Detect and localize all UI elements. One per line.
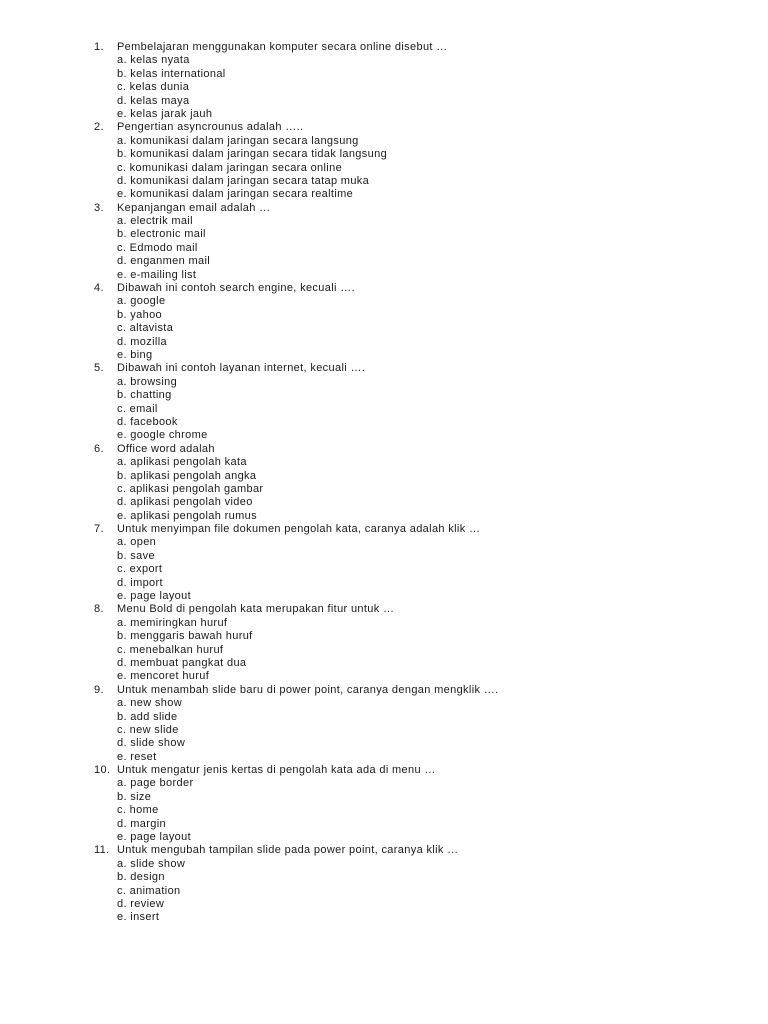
answer-option-text: c. home (117, 804, 159, 817)
answer-option (0, 885, 768, 898)
question-6 (0, 443, 768, 523)
answer-option-text: b. aplikasi pengolah angka (117, 469, 257, 482)
question-7 (0, 523, 768, 603)
answer-option (0, 95, 768, 108)
answer-option-text: c. komunikasi dalam jaringan secara online (117, 161, 343, 174)
answer-option (0, 295, 768, 308)
question-line (0, 282, 768, 295)
answer-option-text: e. aplikasi pengolah rumus (117, 509, 257, 522)
answer-option-text: b. electronic mail (117, 228, 206, 241)
answer-option (0, 148, 768, 161)
question-line (0, 41, 768, 54)
answer-option-text: d. aplikasi pengolah video (117, 496, 253, 509)
question-line (0, 443, 768, 456)
answer-option-text: c. email (117, 402, 158, 415)
question-line (0, 684, 768, 697)
answer-option (0, 791, 768, 804)
answer-option (0, 911, 768, 924)
answer-option (0, 255, 768, 268)
answer-option (0, 269, 768, 282)
answer-option-text: c. Edmodo mail (117, 241, 198, 254)
answer-option-text: a. electrik mail (117, 215, 193, 228)
question-text: Menu Bold di pengolah kata merupakan fitur untuk … (117, 603, 395, 616)
answer-option-text: b. komunikasi dalam jaringan secara tidak langsung (117, 148, 388, 161)
question-number: 4. (94, 282, 104, 295)
answer-option-text: c. aplikasi pengolah gambar (117, 482, 264, 495)
question-number: 8. (94, 603, 104, 616)
question-text: Office word adalah (117, 442, 215, 455)
answer-option (0, 188, 768, 201)
question-number: 2. (94, 121, 104, 134)
question-text: Pembelajaran menggunakan komputer secara online disebut … (117, 41, 448, 53)
answer-option (0, 831, 768, 844)
answer-option-text: e. mencoret huruf (117, 670, 210, 683)
answer-option (0, 697, 768, 710)
answer-option-text: e. reset (117, 750, 157, 763)
answer-option-text: b. design (117, 871, 165, 884)
question-text: Kepanjangan email adalah … (117, 201, 271, 214)
answer-option (0, 871, 768, 884)
question-text: Pengertian asyncrounus adalah ….. (117, 121, 304, 134)
answer-option-text: b. menggaris bawah huruf (117, 630, 253, 643)
answer-option (0, 751, 768, 764)
answer-option-text: e. page layout (117, 831, 192, 844)
question-2 (0, 121, 768, 201)
question-5 (0, 362, 768, 442)
answer-option-text: e. google chrome (117, 429, 208, 442)
answer-option (0, 242, 768, 255)
answer-option-text: a. new show (117, 697, 182, 710)
answer-option (0, 336, 768, 349)
question-line (0, 362, 768, 375)
answer-option-text: a. slide show (117, 857, 186, 870)
question-text: Untuk mengatur jenis kertas di pengolah kata ada di menu … (117, 764, 436, 777)
answer-option (0, 416, 768, 429)
answer-option-text: c. export (117, 563, 163, 576)
question-1 (0, 41, 768, 121)
answer-option (0, 550, 768, 563)
answer-option (0, 711, 768, 724)
answer-option-text: d. facebook (117, 415, 178, 428)
question-number: 11. (94, 844, 110, 857)
answer-option-text: b. add slide (117, 710, 178, 723)
answer-option-text: d. komunikasi dalam jaringan secara tatap muka (117, 174, 370, 187)
question-text: Untuk menyimpan file dokumen pengolah kata, caranya adalah klik … (117, 523, 481, 536)
answer-option (0, 536, 768, 549)
answer-option (0, 670, 768, 683)
answer-option-text: a. open (117, 536, 157, 549)
answer-option-text: a. google (117, 295, 166, 308)
answer-option (0, 470, 768, 483)
answer-option-text: e. bing (117, 348, 153, 361)
answer-option-text: e. komunikasi dalam jaringan secara realtime (117, 188, 354, 201)
document-page (0, 41, 768, 925)
answer-option-text: d. mozilla (117, 335, 167, 348)
answer-option-text: b. chatting (117, 389, 172, 402)
answer-option (0, 483, 768, 496)
answer-option (0, 510, 768, 523)
answer-option-text: d. review (117, 898, 165, 910)
answer-option-text: e. insert (117, 911, 160, 924)
answer-option (0, 389, 768, 402)
answer-option (0, 456, 768, 469)
answer-option (0, 54, 768, 67)
question-text: Dibawah ini contoh search engine, kecuali …. (117, 282, 355, 295)
answer-option-text: a. browsing (117, 375, 178, 388)
answer-option (0, 162, 768, 175)
answer-option (0, 657, 768, 670)
answer-option-text: c. kelas dunia (117, 81, 190, 94)
answer-option (0, 617, 768, 630)
question-text: Untuk menambah slide baru di power point, caranya dengan mengklik …. (117, 683, 499, 696)
question-3 (0, 202, 768, 282)
question-11 (0, 844, 768, 924)
answer-option (0, 590, 768, 603)
answer-option (0, 322, 768, 335)
question-text: Untuk mengubah tampilan slide pada power point, caranya klik … (117, 844, 459, 857)
answer-option-text: d. enganmen mail (117, 255, 211, 268)
answer-option (0, 108, 768, 121)
question-9 (0, 684, 768, 764)
answer-option-text: a. aplikasi pengolah kata (117, 456, 247, 469)
answer-option (0, 376, 768, 389)
answer-option (0, 81, 768, 94)
answer-option-text: a. komunikasi dalam jaringan secara langsung (117, 134, 359, 147)
answer-option (0, 898, 768, 911)
answer-option-text: c. menebalkan huruf (117, 643, 224, 656)
answer-option (0, 858, 768, 871)
answer-option (0, 349, 768, 362)
answer-option (0, 175, 768, 188)
answer-option-text: d. slide show (117, 737, 186, 750)
question-number: 10. (94, 764, 111, 777)
question-number: 9. (94, 683, 104, 696)
answer-option-text: d. kelas maya (117, 94, 190, 107)
question-line (0, 844, 768, 857)
answer-option-text: b. save (117, 549, 155, 562)
question-line (0, 603, 768, 616)
answer-option (0, 777, 768, 790)
answer-option-text: d. margin (117, 817, 167, 830)
answer-option-text: a. page border (117, 777, 194, 790)
answer-option (0, 135, 768, 148)
answer-option (0, 228, 768, 241)
answer-option-text: b. yahoo (117, 308, 163, 321)
question-10 (0, 764, 768, 844)
answer-option (0, 429, 768, 442)
question-text: Dibawah ini contoh layanan internet, kecuali …. (117, 362, 366, 375)
answer-option-text: e. kelas jarak jauh (117, 107, 213, 120)
answer-option (0, 309, 768, 322)
answer-option (0, 804, 768, 817)
answer-option (0, 403, 768, 416)
answer-option (0, 644, 768, 657)
question-number: 6. (94, 442, 104, 455)
answer-option-text: e. page layout (117, 590, 192, 603)
question-8 (0, 603, 768, 683)
answer-option-text: a. kelas nyata (117, 54, 190, 67)
answer-option-text: b. kelas international (117, 67, 226, 80)
answer-option (0, 496, 768, 509)
question-line (0, 202, 768, 215)
question-number: 7. (94, 523, 104, 536)
answer-option (0, 818, 768, 831)
question-4 (0, 282, 768, 362)
answer-option (0, 68, 768, 81)
question-number: 5. (94, 362, 104, 375)
answer-option (0, 563, 768, 576)
answer-option-text: b. size (117, 790, 152, 803)
answer-option-text: c. altavista (117, 322, 174, 335)
answer-option-text: d. import (117, 576, 163, 589)
question-line (0, 121, 768, 134)
answer-option-text: e. e-mailing list (117, 268, 197, 281)
answer-option-text: a. memiringkan huruf (117, 616, 228, 629)
answer-option-text: c. animation (117, 884, 181, 897)
answer-option (0, 215, 768, 228)
question-line (0, 764, 768, 777)
question-number: 1. (94, 41, 104, 53)
question-line (0, 523, 768, 536)
answer-option-text: c. new slide (117, 723, 179, 736)
answer-option (0, 577, 768, 590)
question-number: 3. (94, 201, 104, 214)
answer-option (0, 724, 768, 737)
answer-option (0, 737, 768, 750)
answer-option (0, 630, 768, 643)
answer-option-text: d. membuat pangkat dua (117, 656, 247, 669)
